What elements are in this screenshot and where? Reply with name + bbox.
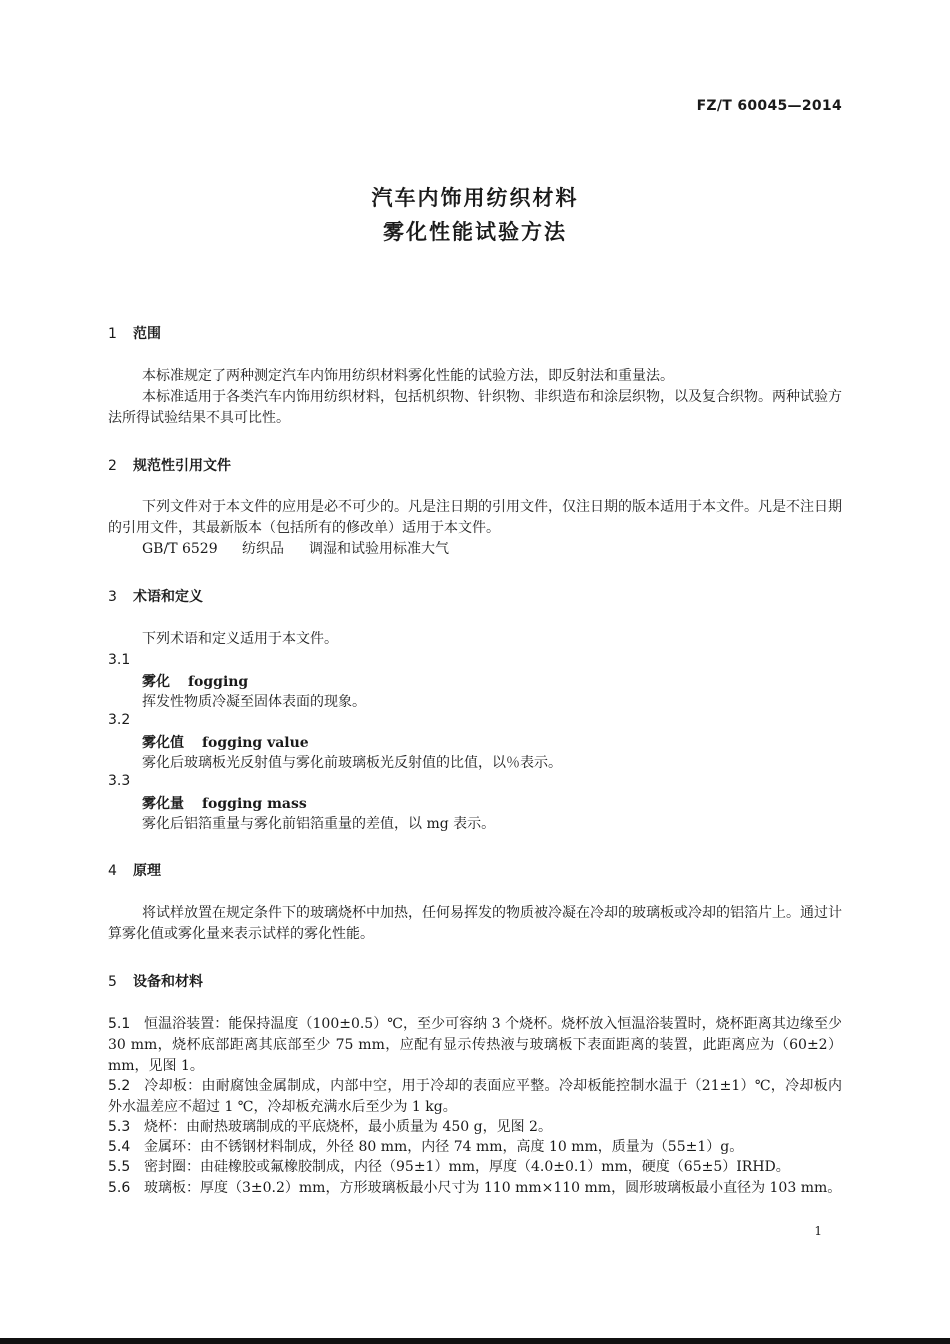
term-en: fogging value xyxy=(202,735,309,751)
section-3-heading xyxy=(108,586,203,606)
section-4-paragraph-1: 将试样放置在规定条件下的玻璃烧杯中加热，任何易挥发的物质被冷凝在冷却的玻璃板或冷却的铝箔片上。通过计算雾化值或雾化量来表示试样的雾化性能。 xyxy=(108,905,842,942)
term-number: 3.3 xyxy=(108,773,131,789)
section-3-intro: 下列术语和定义适用于本文件。 xyxy=(142,631,338,647)
term-definition: 挥发性物质冷凝至固体表面的现象。 xyxy=(142,694,366,710)
reference-title: 调湿和试验用标准大气 xyxy=(309,541,449,557)
section-number: 2 xyxy=(108,458,117,474)
section-title: 范围 xyxy=(133,326,161,342)
section-5-heading xyxy=(108,971,203,991)
item-text: 烧杯：由耐热玻璃制成的平底烧杯，最小质量为 450 g，见图 2。 xyxy=(144,1119,552,1135)
section-number: 4 xyxy=(108,863,117,879)
section-1-paragraph-1: 本标准规定了两种测定汽车内饰用纺织材料雾化性能的试验方法，即反射法和重量法。 xyxy=(142,368,674,384)
term-definition: 雾化后铝箔重量与雾化前铝箔重量的差值，以 mg 表示。 xyxy=(142,816,496,832)
normative-reference xyxy=(142,539,449,560)
item-text: 密封圈：由硅橡胶或氟橡胶制成，内径（95±1）mm，厚度（4.0±0.1）mm，硬度（65±5）IRHD。 xyxy=(144,1159,790,1175)
list-item xyxy=(108,1137,842,1158)
list-item xyxy=(108,1178,842,1199)
standard-code: FZ/T 60045—2014 xyxy=(696,98,842,114)
item-text: 金属环：由不锈钢材料制成，外径 80 mm，内径 74 mm，高度 10 mm，质量为（55±1）g。 xyxy=(144,1139,744,1155)
term-zh: 雾化 xyxy=(142,674,170,690)
section-title: 原理 xyxy=(133,863,161,879)
list-item xyxy=(108,1014,842,1077)
section-number: 3 xyxy=(108,589,117,605)
item-number: 5.5 xyxy=(108,1159,131,1175)
item-number: 5.3 xyxy=(108,1119,131,1135)
term-en: fogging xyxy=(188,674,249,690)
term-definition: 雾化后玻璃板光反射值与雾化前玻璃板光反射值的比值，以％表示。 xyxy=(142,755,562,771)
item-number: 5.4 xyxy=(108,1139,131,1155)
section-2-paragraph-1: 下列文件对于本文件的应用是必不可少的。凡是注日期的引用文件，仅注日期的版本适用于本文件。凡是不注日期的引用文件，其最新版本（包括所有的修改单）适用于本文件。 xyxy=(108,499,842,536)
section-1-paragraph-2: 本标准适用于各类汽车内饰用纺织材料，包括机织物、针织物、非织造布和涂层织物，以及复合织物。两种试验方法所得试验结果不具可比性。 xyxy=(108,389,842,426)
reference-code: GB/T 6529 xyxy=(142,541,218,557)
section-number: 5 xyxy=(108,974,117,990)
section-title: 术语和定义 xyxy=(133,589,203,605)
list-item xyxy=(108,1117,842,1138)
item-text: 恒温浴装置：能保持温度（100±0.5）℃，至少可容纳 3 个烧杯。烧杯放入恒温浴装置时，烧杯距离其边缘至少 30 mm，烧杯底部距离其底部至少 75 mm，应配有显示传热液与玻璃板下表面距离的装置，此距离应为（60±2）mm，见图 1。 xyxy=(108,1016,842,1074)
list-item xyxy=(108,1157,842,1178)
item-number: 5.1 xyxy=(108,1016,131,1032)
item-text: 冷却板：由耐腐蚀金属制成，内部中空，用于冷却的表面应平整。冷却板能控制水温于（21±1）℃，冷却板内外水温差应不超过 1 ℃，冷却板充满水后至少为 1 kg。 xyxy=(108,1078,842,1115)
term-name xyxy=(142,671,248,691)
term-number: 3.2 xyxy=(108,712,131,728)
section-title: 设备和材料 xyxy=(133,974,203,990)
term-number: 3.1 xyxy=(108,652,131,668)
term-en: fogging mass xyxy=(202,796,307,812)
section-number: 1 xyxy=(108,326,117,342)
section-title: 规范性引用文件 xyxy=(133,458,231,474)
section-1-heading xyxy=(108,323,161,343)
list-item xyxy=(108,1076,842,1118)
item-number: 5.2 xyxy=(108,1078,131,1094)
document-title-line-2: 雾化性能试验方法 xyxy=(383,220,567,244)
document-title-line-1: 汽车内饰用纺织材料 xyxy=(371,186,579,210)
term-name xyxy=(142,793,307,813)
reference-name: 纺织品 xyxy=(242,541,284,557)
term-zh: 雾化值 xyxy=(142,735,184,751)
term-zh: 雾化量 xyxy=(142,796,184,812)
bottom-border xyxy=(0,1338,950,1344)
item-text: 玻璃板：厚度（3±0.2）mm，方形玻璃板最小尺寸为 110 mm×110 mm，圆形玻璃板最小直径为 103 mm。 xyxy=(144,1180,842,1196)
page-number: 1 xyxy=(814,1224,822,1238)
term-name xyxy=(142,732,309,752)
section-2-heading xyxy=(108,455,231,475)
section-4-heading xyxy=(108,860,161,880)
item-number: 5.6 xyxy=(108,1180,131,1196)
